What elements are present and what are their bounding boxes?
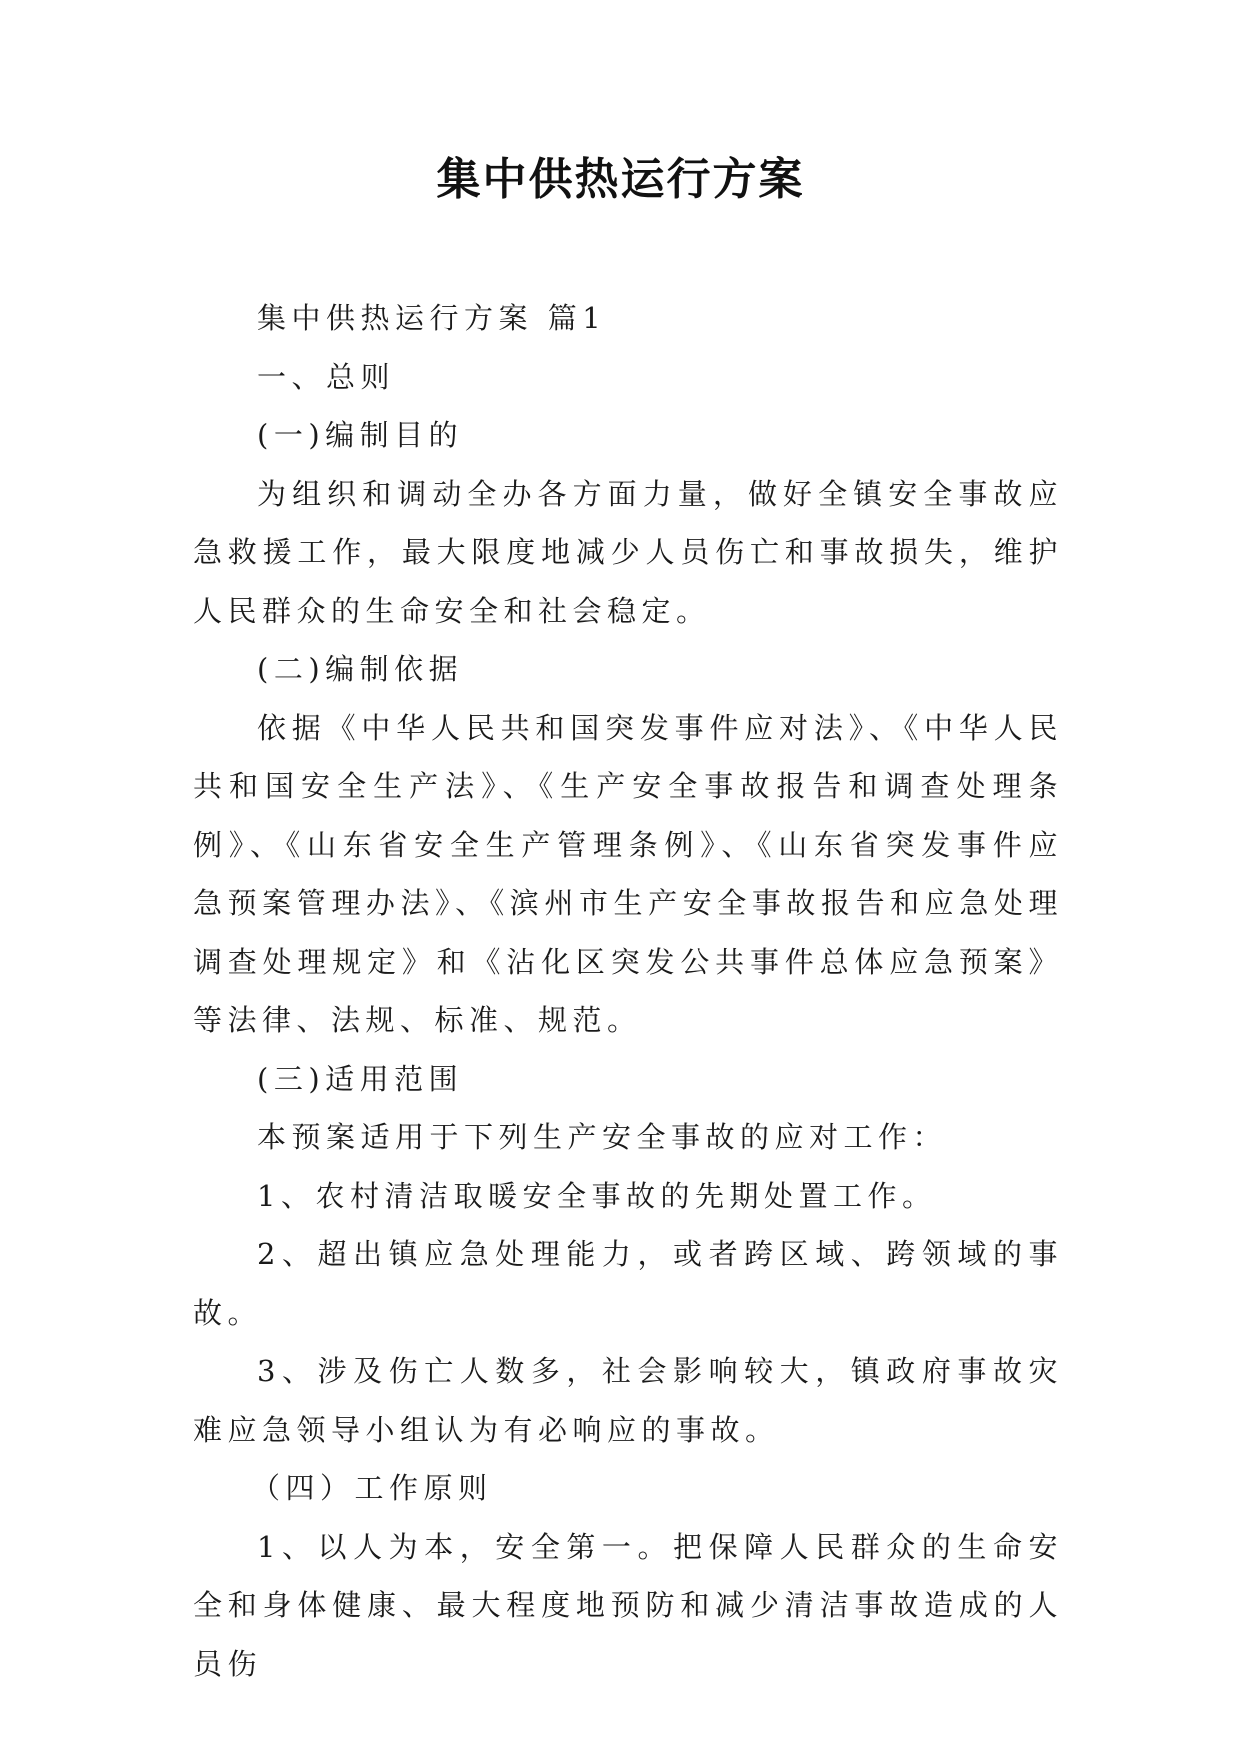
section-heading: 一、总则 xyxy=(257,359,396,394)
subsection-heading: （四）工作原则 xyxy=(251,1471,493,1505)
document-title: 集中供热运行方案 xyxy=(436,154,805,205)
body-paragraph: 本预案适用于下列生产安全事故的应对工作： xyxy=(257,1120,948,1154)
body-paragraph: 为组织和调动全办各方面力量，做好全镇安全事故应急救援工作，最大限度地减少人员伤亡和事故损失，维护人民群众的生命安全和社会稳定。 xyxy=(193,476,1063,628)
list-item: 1、农村清洁取暖安全事故的先期处置工作。 xyxy=(257,1178,937,1213)
document-body xyxy=(193,289,1063,1693)
subsection-heading: (二)编制依据 xyxy=(257,652,464,686)
list-item: 2、超出镇应急处理能力，或者跨区域、跨领域的事故。 xyxy=(193,1237,1063,1330)
body-paragraph: 依据《中华人民共和国突发事件应对法》、《中华人民共和国安全生产法》、《生产安全事故报告和调查处理条例》、《山东省安全生产管理条例》、《山东省突发事件应急预案管理办法》、《滨州市生产安全事故报告和应急处理调查处理规定》和《沾化区突发公共事件总体应急预案》等法律、法规、标准、规范。 xyxy=(193,710,1063,1037)
list-item: 1、以人为本，安全第一。把保障人民群众的生命安全和身体健康、最大程度地预防和减少清洁事故造成的人员伤 xyxy=(193,1529,1063,1681)
subsection-heading: (三)适用范围 xyxy=(257,1061,464,1096)
section-heading: 集中供热运行方案 篇1 xyxy=(257,301,607,335)
subsection-heading: (一)编制目的 xyxy=(257,418,464,452)
list-item: 3、涉及伤亡人数多，社会影响较大，镇政府事故灾难应急领导小组认为有必响应的事故。 xyxy=(193,1354,1063,1447)
